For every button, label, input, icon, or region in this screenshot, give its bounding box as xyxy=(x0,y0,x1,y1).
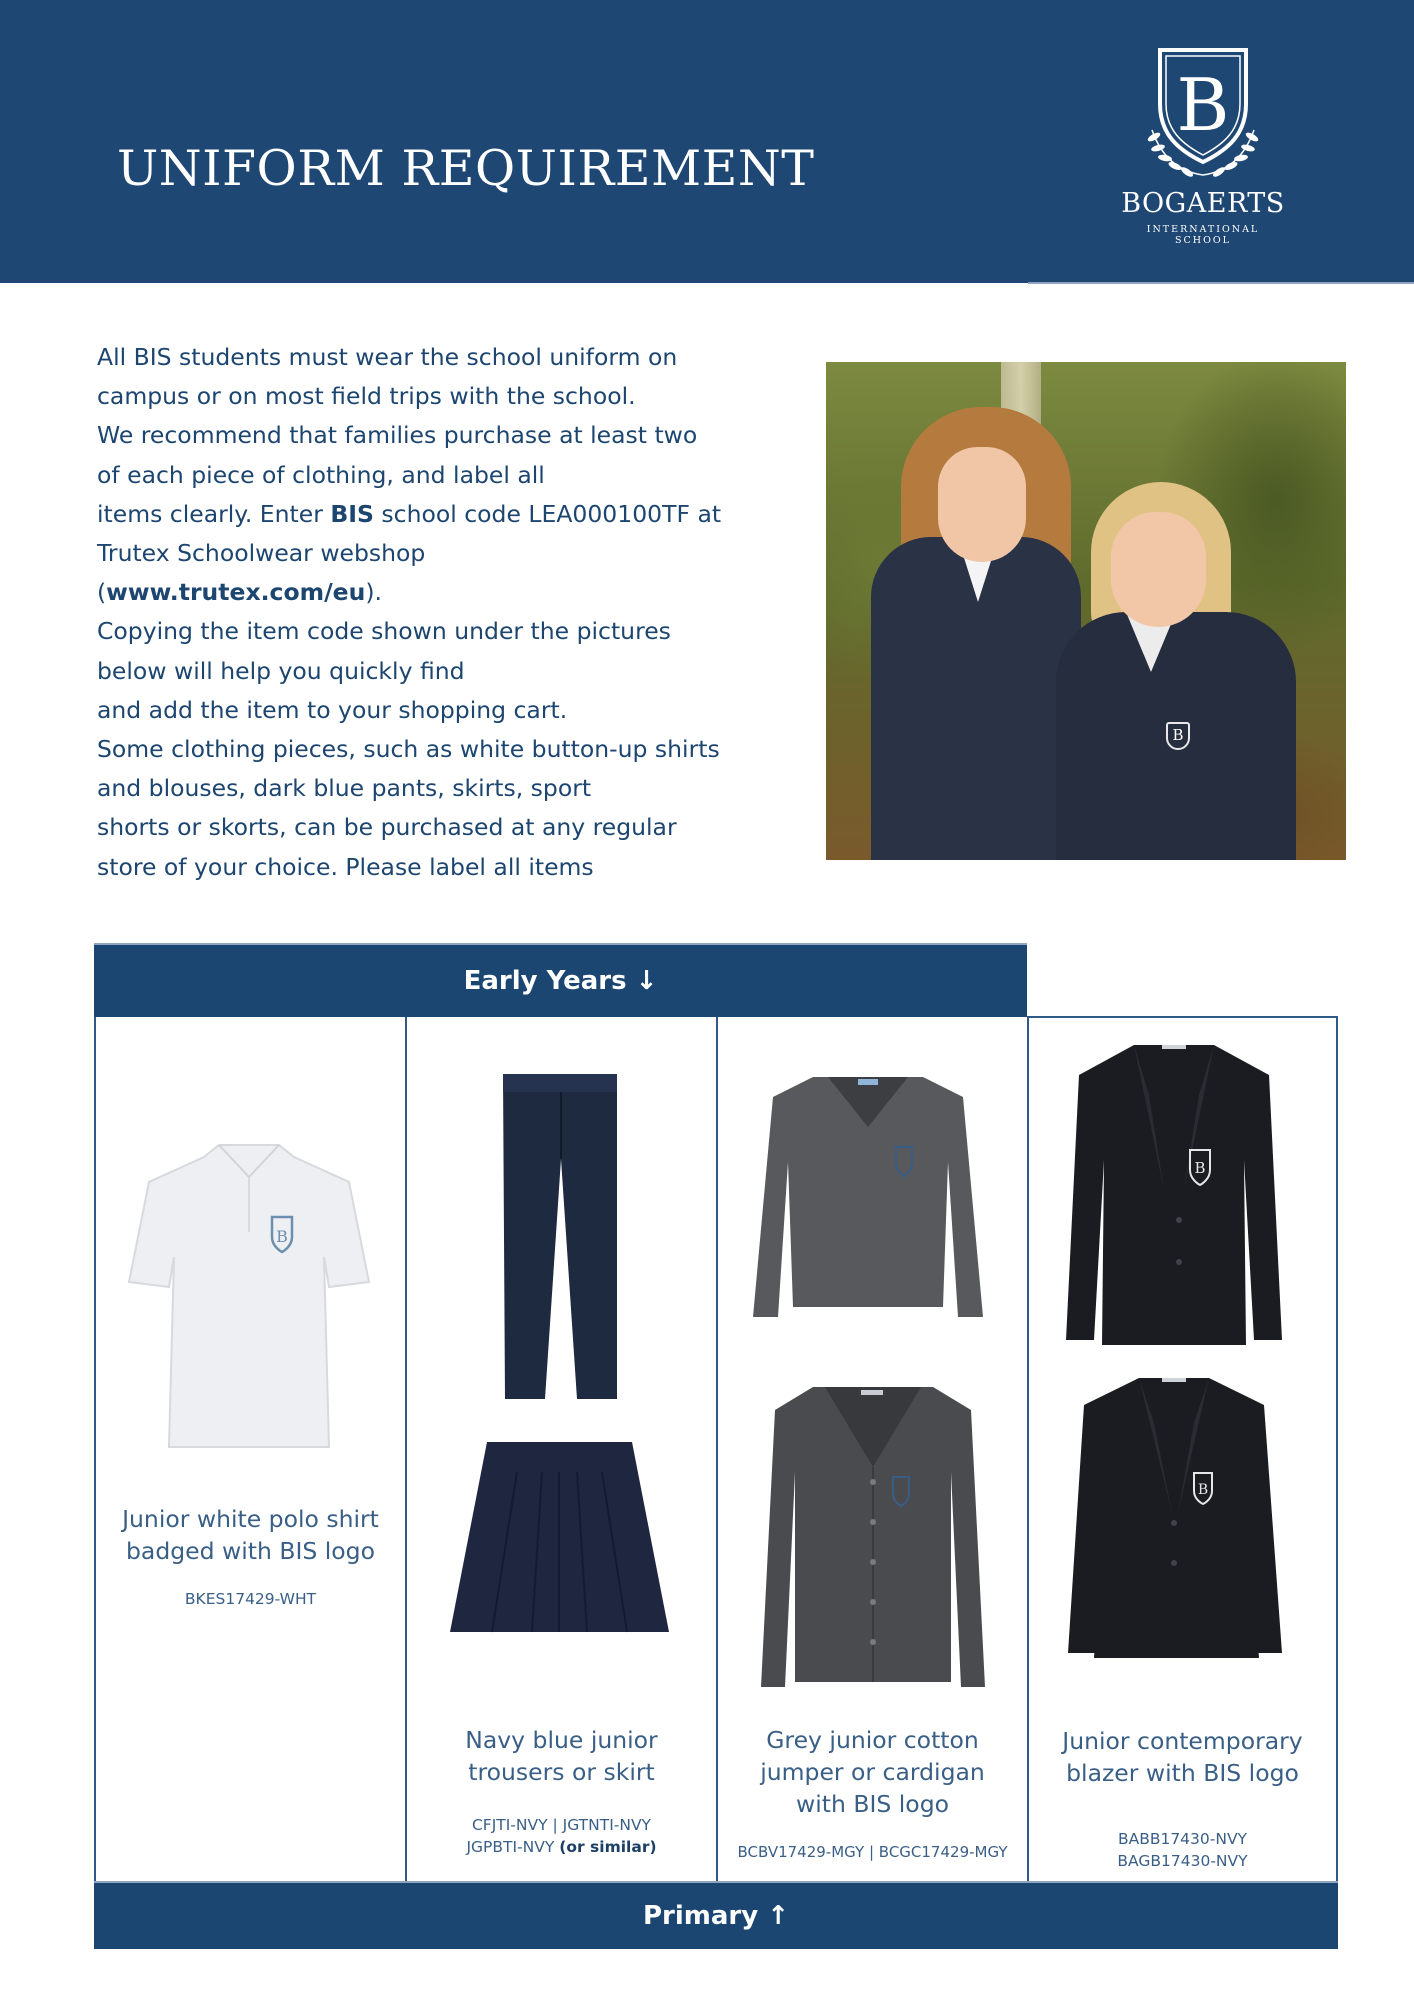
intro-text: school code LEA000100TF at xyxy=(373,499,722,528)
student-face xyxy=(938,447,1026,562)
item-code xyxy=(1029,1828,1336,1872)
item-code: BKES17429-WHT xyxy=(184,1590,317,1608)
intro-line: campus or on most field trips with the school. xyxy=(97,382,636,411)
item-code-line: CFJTI-NVY | JGTNTI-NVY xyxy=(471,1816,652,1834)
school-abbrev: BIS xyxy=(330,499,374,528)
item-code-line xyxy=(407,1836,716,1858)
intro-line: Trutex Schoolwear webshop xyxy=(97,539,426,568)
intro-line xyxy=(97,573,757,612)
item-name-line: Junior white polo shirt xyxy=(122,1505,379,1533)
item-name xyxy=(1029,1725,1336,1789)
shield-laurel-crest-icon xyxy=(1146,42,1260,187)
school-logo xyxy=(1118,42,1288,246)
item-name-line: jumper or cardigan xyxy=(760,1758,985,1786)
item-name-line: blazer with BIS logo xyxy=(1066,1759,1299,1787)
intro-line: shorts or skorts, can be purchased at any regular xyxy=(97,813,677,842)
intro-line: All BIS students must wear the school uniform on xyxy=(97,343,678,371)
intro-line: below will help you quickly find xyxy=(97,656,465,685)
intro-line: and blouses, dark blue pants, skirts, sport xyxy=(97,774,592,803)
school-name: BOGAERTS xyxy=(1121,188,1285,219)
item-polo-shirt xyxy=(94,1017,405,1883)
primary-footer-bar: Primary ↑ xyxy=(94,1883,1338,1949)
item-code-note: (or similar) xyxy=(559,1838,657,1856)
early-years-header: Early Years ↓ xyxy=(94,943,1027,1018)
svg-text:B: B xyxy=(1197,1482,1209,1498)
uniform-items-table xyxy=(94,1017,1338,1883)
intro-text: ( xyxy=(97,578,107,607)
blazer-badge-icon: B xyxy=(1166,722,1190,750)
item-code-text: JGPBTI-NVY xyxy=(466,1838,555,1856)
item-trousers-skirt xyxy=(405,1017,716,1883)
white-polo-shirt-image xyxy=(124,1137,374,1457)
webshop-link[interactable]: www.trutex.com/eu xyxy=(106,578,366,607)
item-name-line: Navy blue junior xyxy=(465,1726,658,1754)
svg-text:B: B xyxy=(1176,63,1230,147)
intro-line: Copying the item code shown under the pictures xyxy=(97,617,671,646)
grey-v-neck-jumper-image xyxy=(748,1072,988,1327)
item-name-line: trousers or skirt xyxy=(468,1758,655,1786)
intro-line: and add the item to your shopping cart. xyxy=(97,695,568,724)
intro-line: store of your choice. Please label all items xyxy=(97,852,594,881)
navy-girls-blazer-image xyxy=(1054,1373,1294,1663)
header-divider xyxy=(1028,282,1414,284)
item-name-line: Grey junior cotton xyxy=(766,1726,979,1754)
page-title: UNIFORM REQUIREMENT xyxy=(117,140,815,197)
item-name-line: with BIS logo xyxy=(796,1790,949,1818)
intro-line: Some clothing pieces, such as white button-up shirts xyxy=(97,735,720,764)
intro-paragraph xyxy=(97,338,757,887)
intro-line: We recommend that families purchase at least two xyxy=(97,421,698,450)
item-code: BCBV17429-MGY | BCGC17429-MGY xyxy=(737,1843,1008,1861)
students-photo xyxy=(826,362,1346,860)
navy-boys-blazer-image xyxy=(1054,1040,1294,1360)
student-face xyxy=(1111,512,1206,627)
item-name-line: badged with BIS logo xyxy=(126,1537,375,1565)
school-subtitle: INTERNATIONAL SCHOOL xyxy=(1146,224,1260,246)
grey-cardigan-image xyxy=(753,1382,993,1702)
intro-line xyxy=(97,495,757,534)
item-code-line: BAGB17430-NVY xyxy=(1117,1852,1248,1870)
intro-line: of each piece of clothing, and label all xyxy=(97,460,545,489)
item-code xyxy=(407,1814,716,1858)
item-name xyxy=(96,1503,405,1567)
svg-text:B: B xyxy=(1194,1159,1206,1177)
svg-text:B: B xyxy=(276,1227,288,1246)
intro-text: items clearly. Enter xyxy=(97,499,331,528)
item-code-line: BABB17430-NVY xyxy=(1117,1830,1248,1848)
intro-text: ). xyxy=(365,578,382,607)
navy-trousers-image xyxy=(495,1069,625,1409)
item-blazer xyxy=(1027,1016,1338,1882)
page-header xyxy=(0,0,1414,283)
navy-pleated-skirt-image xyxy=(447,1437,672,1647)
item-jumper-cardigan xyxy=(716,1017,1027,1883)
item-name xyxy=(718,1724,1027,1820)
item-name-line: Junior contemporary xyxy=(1062,1727,1303,1755)
item-name xyxy=(407,1724,716,1788)
